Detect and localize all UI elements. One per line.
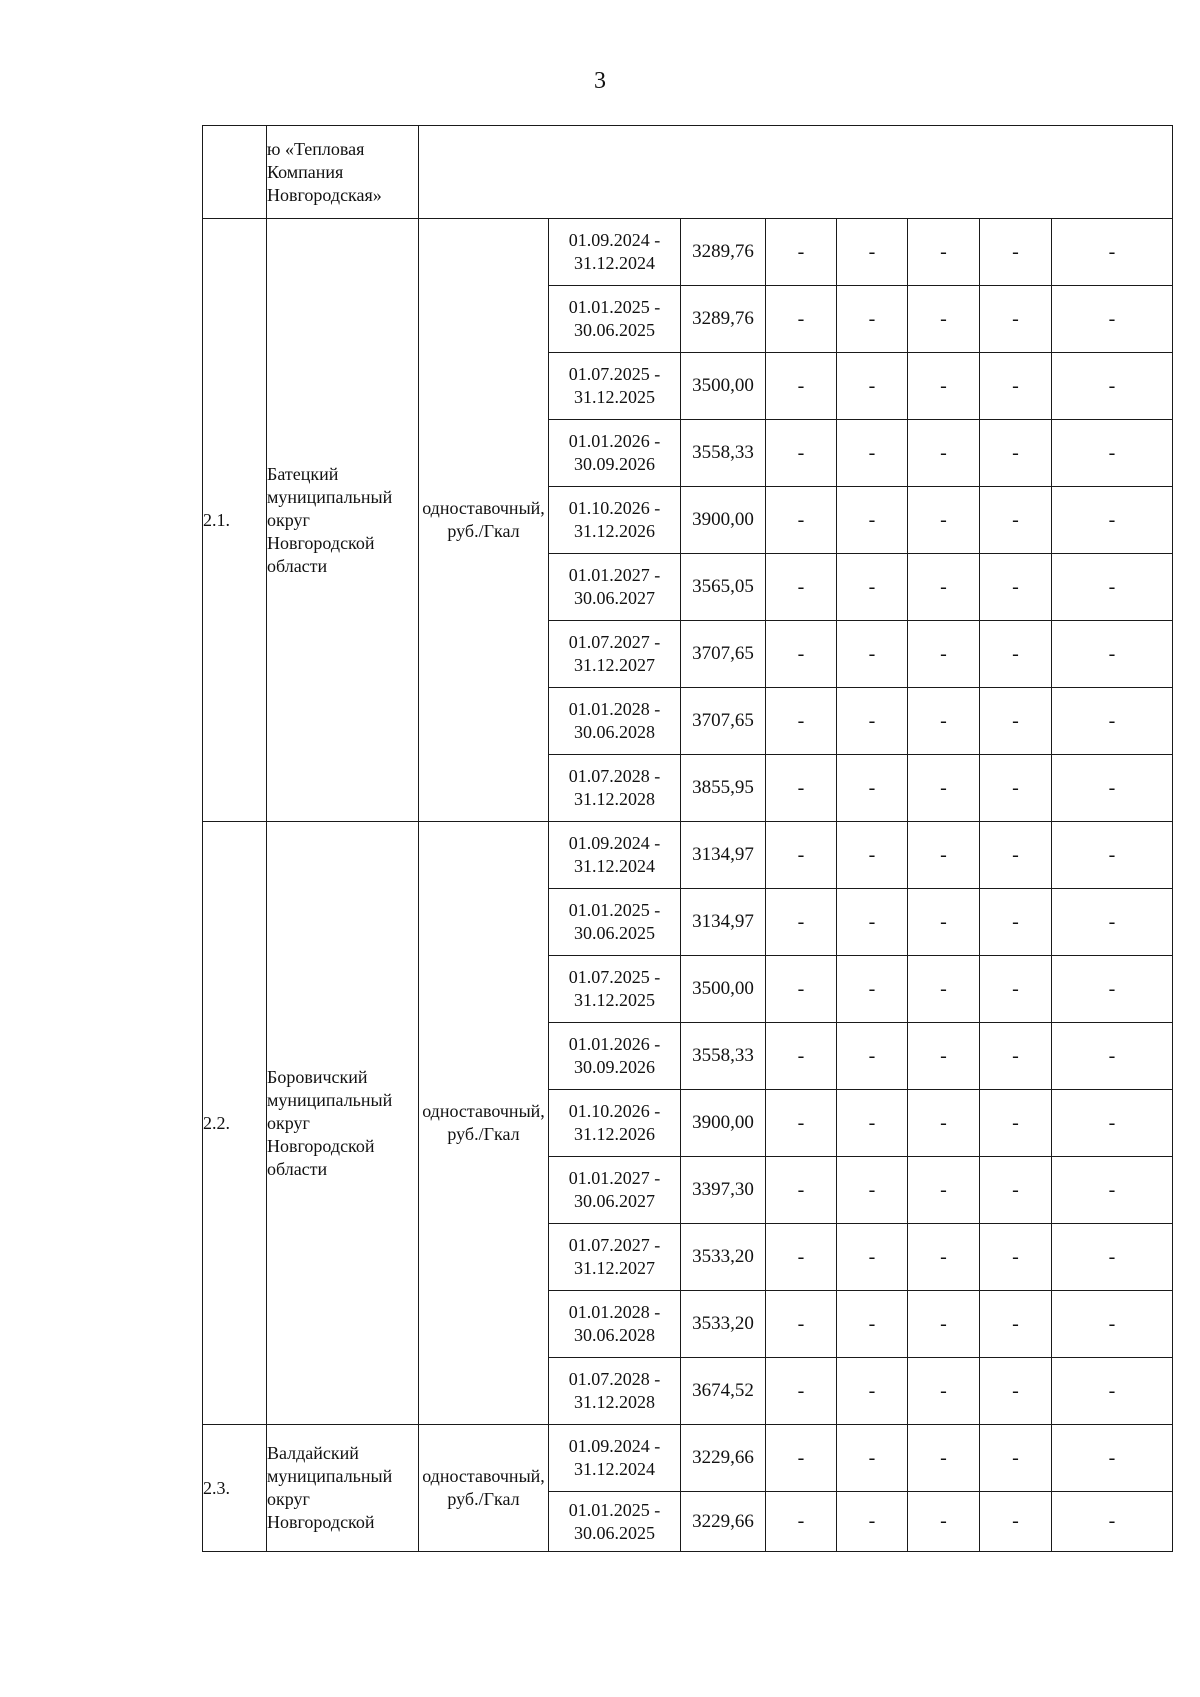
empty-value-cell: - [837, 420, 908, 487]
tariff-value: 3289,76 [681, 286, 766, 353]
empty-value-cell: - [1052, 1023, 1173, 1090]
empty-value-cell: - [908, 1291, 980, 1358]
tariff-value: 3289,76 [681, 219, 766, 286]
row-number: 2.1. [203, 219, 267, 822]
empty-value-cell: - [980, 889, 1052, 956]
empty-value-cell: - [980, 219, 1052, 286]
period-cell: 01.07.2025 - 31.12.2025 [549, 353, 681, 420]
municipality-name: Боровичский муниципальный округ Новгородской области [267, 822, 419, 1425]
tariff-value: 3134,97 [681, 822, 766, 889]
empty-value-cell: - [980, 420, 1052, 487]
empty-value-cell: - [980, 1023, 1052, 1090]
empty-value-cell: - [980, 688, 1052, 755]
empty-value-cell: - [908, 1224, 980, 1291]
period-cell: 01.01.2026 - 30.09.2026 [549, 420, 681, 487]
empty-value-cell: - [1052, 1224, 1173, 1291]
empty-value-cell: - [980, 1090, 1052, 1157]
empty-value-cell: - [766, 353, 837, 420]
empty-value-cell: - [908, 353, 980, 420]
empty-value-cell: - [766, 822, 837, 889]
empty-value-cell: - [1052, 219, 1173, 286]
empty-value-cell: - [980, 286, 1052, 353]
empty-value-cell: - [766, 420, 837, 487]
empty-value-cell: - [980, 554, 1052, 621]
empty-value-cell: - [766, 889, 837, 956]
tariff-value: 3707,65 [681, 621, 766, 688]
empty-value-cell: - [837, 1492, 908, 1552]
empty-value-cell: - [837, 286, 908, 353]
empty-value-cell: - [837, 956, 908, 1023]
period-cell: 01.09.2024 - 31.12.2024 [549, 1425, 681, 1492]
tariff-type: одноставочный, руб./Гкал [419, 219, 549, 822]
empty-value-cell: - [837, 755, 908, 822]
period-cell: 01.10.2026 - 31.12.2026 [549, 1090, 681, 1157]
empty-value-cell: - [766, 621, 837, 688]
empty-value-cell: - [908, 219, 980, 286]
empty-value-cell: - [1052, 956, 1173, 1023]
organization-name: ю «Тепловая Компания Новгородская» [267, 126, 419, 219]
empty-value-cell: - [908, 1023, 980, 1090]
empty-value-cell: - [1052, 487, 1173, 554]
empty-value-cell: - [766, 1090, 837, 1157]
empty-value-cell: - [908, 1358, 980, 1425]
municipality-name: Валдайский муниципальный округ Новгородской [267, 1425, 419, 1552]
empty-value-cell: - [908, 1090, 980, 1157]
tariff-value: 3533,20 [681, 1224, 766, 1291]
tariff-value: 3500,00 [681, 353, 766, 420]
empty-value-cell: - [908, 1157, 980, 1224]
tariff-value: 3558,33 [681, 1023, 766, 1090]
empty-value-cell: - [1052, 621, 1173, 688]
empty-value-cell: - [1052, 1358, 1173, 1425]
empty-value-cell: - [837, 1023, 908, 1090]
table-row [203, 1425, 1173, 1492]
empty-value-cell: - [980, 621, 1052, 688]
tariff-value: 3707,65 [681, 688, 766, 755]
header-empty-cell [419, 126, 1173, 219]
row-number: 2.2. [203, 822, 267, 1425]
empty-value-cell: - [980, 1224, 1052, 1291]
empty-value-cell: - [908, 621, 980, 688]
empty-value-cell: - [766, 1358, 837, 1425]
period-cell: 01.01.2025 - 30.06.2025 [549, 889, 681, 956]
empty-value-cell: - [908, 487, 980, 554]
empty-value-cell: - [908, 420, 980, 487]
table-row [203, 822, 1173, 889]
empty-value-cell: - [837, 1090, 908, 1157]
empty-value-cell: - [908, 1425, 980, 1492]
period-cell: 01.01.2027 - 30.06.2027 [549, 1157, 681, 1224]
empty-value-cell: - [908, 688, 980, 755]
empty-value-cell: - [837, 1291, 908, 1358]
empty-value-cell: - [908, 286, 980, 353]
empty-value-cell: - [766, 1157, 837, 1224]
tariff-value: 3229,66 [681, 1492, 766, 1552]
period-cell: 01.07.2027 - 31.12.2027 [549, 1224, 681, 1291]
period-cell: 01.01.2028 - 30.06.2028 [549, 688, 681, 755]
empty-value-cell: - [1052, 1492, 1173, 1552]
empty-value-cell: - [837, 554, 908, 621]
empty-value-cell: - [908, 889, 980, 956]
empty-value-cell: - [908, 1492, 980, 1552]
empty-value-cell: - [837, 1425, 908, 1492]
period-cell: 01.01.2025 - 30.06.2025 [549, 1492, 681, 1552]
empty-value-cell: - [980, 353, 1052, 420]
empty-value-cell: - [980, 956, 1052, 1023]
tariff-value: 3558,33 [681, 420, 766, 487]
period-cell: 01.09.2024 - 31.12.2024 [549, 219, 681, 286]
tariff-value: 3855,95 [681, 755, 766, 822]
empty-value-cell: - [980, 1358, 1052, 1425]
empty-value-cell: - [1052, 755, 1173, 822]
empty-value-cell: - [1052, 1291, 1173, 1358]
empty-value-cell: - [766, 688, 837, 755]
tariff-table [202, 125, 1173, 1552]
period-cell: 01.01.2025 - 30.06.2025 [549, 286, 681, 353]
empty-value-cell: - [980, 822, 1052, 889]
tariff-type: одноставочный, руб./Гкал [419, 822, 549, 1425]
tariff-value: 3900,00 [681, 1090, 766, 1157]
empty-value-cell: - [908, 956, 980, 1023]
empty-value-cell: - [1052, 1090, 1173, 1157]
period-cell: 01.07.2027 - 31.12.2027 [549, 621, 681, 688]
empty-value-cell: - [980, 755, 1052, 822]
empty-value-cell: - [766, 1291, 837, 1358]
period-cell: 01.07.2025 - 31.12.2025 [549, 956, 681, 1023]
header-row [203, 126, 1173, 219]
empty-value-cell: - [837, 822, 908, 889]
empty-value-cell: - [1052, 822, 1173, 889]
empty-value-cell: - [837, 1157, 908, 1224]
empty-value-cell: - [1052, 688, 1173, 755]
empty-value-cell: - [766, 286, 837, 353]
tariff-value: 3397,30 [681, 1157, 766, 1224]
empty-value-cell: - [766, 487, 837, 554]
empty-value-cell: - [980, 1157, 1052, 1224]
empty-value-cell: - [908, 755, 980, 822]
empty-value-cell: - [980, 1492, 1052, 1552]
empty-value-cell: - [766, 1425, 837, 1492]
empty-value-cell: - [837, 487, 908, 554]
empty-value-cell: - [837, 1358, 908, 1425]
header-number-cell [203, 126, 267, 219]
tariff-value: 3134,97 [681, 889, 766, 956]
empty-value-cell: - [766, 755, 837, 822]
period-cell: 01.09.2024 - 31.12.2024 [549, 822, 681, 889]
empty-value-cell: - [908, 554, 980, 621]
tariff-value: 3674,52 [681, 1358, 766, 1425]
period-cell: 01.01.2028 - 30.06.2028 [549, 1291, 681, 1358]
period-cell: 01.01.2027 - 30.06.2027 [549, 554, 681, 621]
empty-value-cell: - [837, 353, 908, 420]
empty-value-cell: - [980, 487, 1052, 554]
tariff-value: 3565,05 [681, 554, 766, 621]
empty-value-cell: - [766, 554, 837, 621]
empty-value-cell: - [1052, 1425, 1173, 1492]
table-row [203, 219, 1173, 286]
tariff-value: 3900,00 [681, 487, 766, 554]
period-cell: 01.10.2026 - 31.12.2026 [549, 487, 681, 554]
page-number: 3 [594, 68, 606, 94]
empty-value-cell: - [766, 1224, 837, 1291]
municipality-name: Батецкий муниципальный округ Новгородской области [267, 219, 419, 822]
empty-value-cell: - [1052, 1157, 1173, 1224]
empty-value-cell: - [766, 1023, 837, 1090]
empty-value-cell: - [908, 822, 980, 889]
empty-value-cell: - [837, 688, 908, 755]
empty-value-cell: - [766, 219, 837, 286]
empty-value-cell: - [837, 621, 908, 688]
empty-value-cell: - [1052, 420, 1173, 487]
empty-value-cell: - [980, 1291, 1052, 1358]
row-number: 2.3. [203, 1425, 267, 1552]
empty-value-cell: - [1052, 554, 1173, 621]
table-body [203, 126, 1173, 1552]
tariff-value: 3500,00 [681, 956, 766, 1023]
period-cell: 01.07.2028 - 31.12.2028 [549, 1358, 681, 1425]
empty-value-cell: - [980, 1425, 1052, 1492]
tariff-value: 3533,20 [681, 1291, 766, 1358]
empty-value-cell: - [837, 1224, 908, 1291]
empty-value-cell: - [1052, 889, 1173, 956]
empty-value-cell: - [766, 956, 837, 1023]
empty-value-cell: - [1052, 353, 1173, 420]
tariff-type: одноставочный, руб./Гкал [419, 1425, 549, 1552]
empty-value-cell: - [837, 889, 908, 956]
period-cell: 01.07.2028 - 31.12.2028 [549, 755, 681, 822]
tariff-value: 3229,66 [681, 1425, 766, 1492]
period-cell: 01.01.2026 - 30.09.2026 [549, 1023, 681, 1090]
empty-value-cell: - [766, 1492, 837, 1552]
empty-value-cell: - [1052, 286, 1173, 353]
empty-value-cell: - [837, 219, 908, 286]
